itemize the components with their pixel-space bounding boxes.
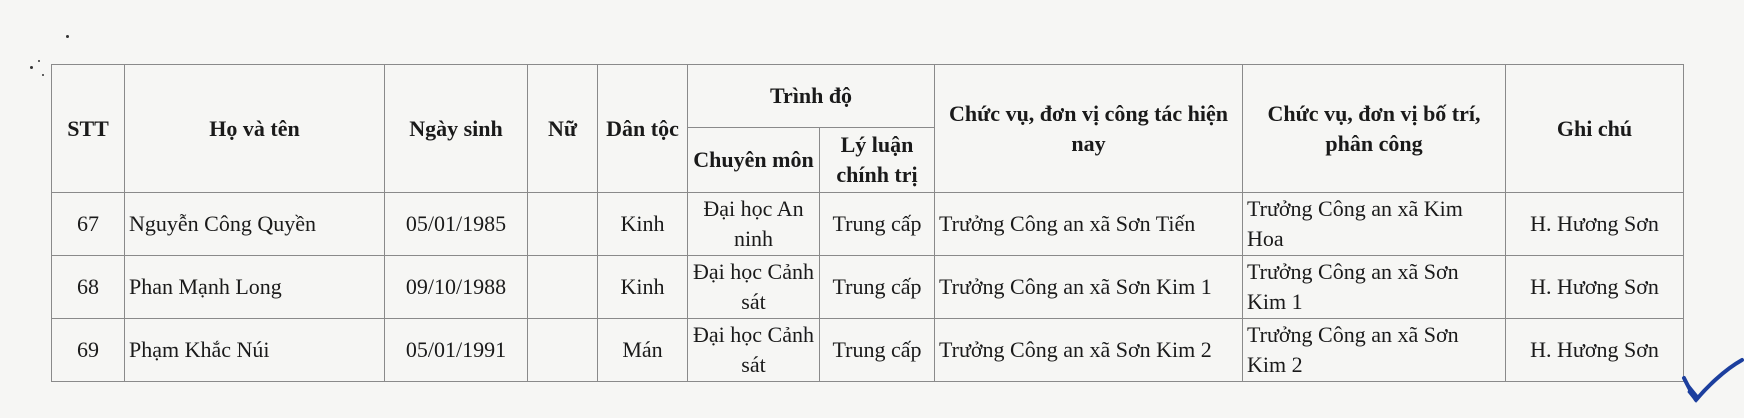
cell-ethnicity: Kinh (598, 193, 688, 256)
header-note: Ghi chú (1506, 65, 1684, 193)
header-current-position: Chức vụ, đơn vị công tác hiện nay (935, 65, 1243, 193)
cell-note: H. Hương Sơn (1506, 193, 1684, 256)
header-education: Trình độ (688, 65, 935, 128)
cell-stt: 68 (52, 256, 125, 319)
cell-name: Phan Mạnh Long (125, 256, 385, 319)
table-row (52, 256, 1684, 319)
header-name: Họ và tên (125, 65, 385, 193)
cell-assigned-position: Trưởng Công an xã Sơn Kim 2 (1243, 319, 1506, 382)
table-header-row (52, 65, 1684, 128)
cell-political: Trung cấp (820, 193, 935, 256)
cell-note: H. Hương Sơn (1506, 319, 1684, 382)
cell-dob: 05/01/1985 (385, 193, 528, 256)
cell-female (528, 319, 598, 382)
personnel-table (51, 64, 1684, 382)
cell-female (528, 256, 598, 319)
cell-ethnicity: Kinh (598, 256, 688, 319)
cell-stt: 67 (52, 193, 125, 256)
cell-current-position: Trưởng Công an xã Sơn Kim 1 (935, 256, 1243, 319)
checkmark-icon (1676, 356, 1744, 406)
header-stt: STT (52, 65, 125, 193)
cell-dob: 09/10/1988 (385, 256, 528, 319)
cell-note: H. Hương Sơn (1506, 256, 1684, 319)
cell-current-position: Trưởng Công an xã Sơn Tiến (935, 193, 1243, 256)
cell-specialty: Đại học Cảnh sát (688, 319, 820, 382)
header-dob: Ngày sinh (385, 65, 528, 193)
header-female: Nữ (528, 65, 598, 193)
cell-specialty: Đại học Cảnh sát (688, 256, 820, 319)
checkmark-blot (1688, 386, 1698, 402)
cell-assigned-position: Trưởng Công an xã Sơn Kim 1 (1243, 256, 1506, 319)
header-political: Lý luận chính trị (820, 128, 935, 193)
cell-dob: 05/01/1991 (385, 319, 528, 382)
scan-speck (38, 60, 40, 62)
scan-speck (30, 66, 33, 69)
cell-name: Phạm Khắc Núi (125, 319, 385, 382)
table-row (52, 319, 1684, 382)
cell-current-position: Trưởng Công an xã Sơn Kim 2 (935, 319, 1243, 382)
cell-specialty: Đại học An ninh (688, 193, 820, 256)
cell-political: Trung cấp (820, 319, 935, 382)
cell-ethnicity: Mán (598, 319, 688, 382)
header-ethnicity: Dân tộc (598, 65, 688, 193)
scan-speck (42, 74, 44, 76)
header-assigned-position: Chức vụ, đơn vị bố trí, phân công (1243, 65, 1506, 193)
cell-stt: 69 (52, 319, 125, 382)
scan-speck (66, 35, 69, 38)
cell-female (528, 193, 598, 256)
cell-name: Nguyễn Công Quyền (125, 193, 385, 256)
cell-political: Trung cấp (820, 256, 935, 319)
table-row (52, 193, 1684, 256)
cell-assigned-position: Trưởng Công an xã Kim Hoa (1243, 193, 1506, 256)
header-specialty: Chuyên môn (688, 128, 820, 193)
